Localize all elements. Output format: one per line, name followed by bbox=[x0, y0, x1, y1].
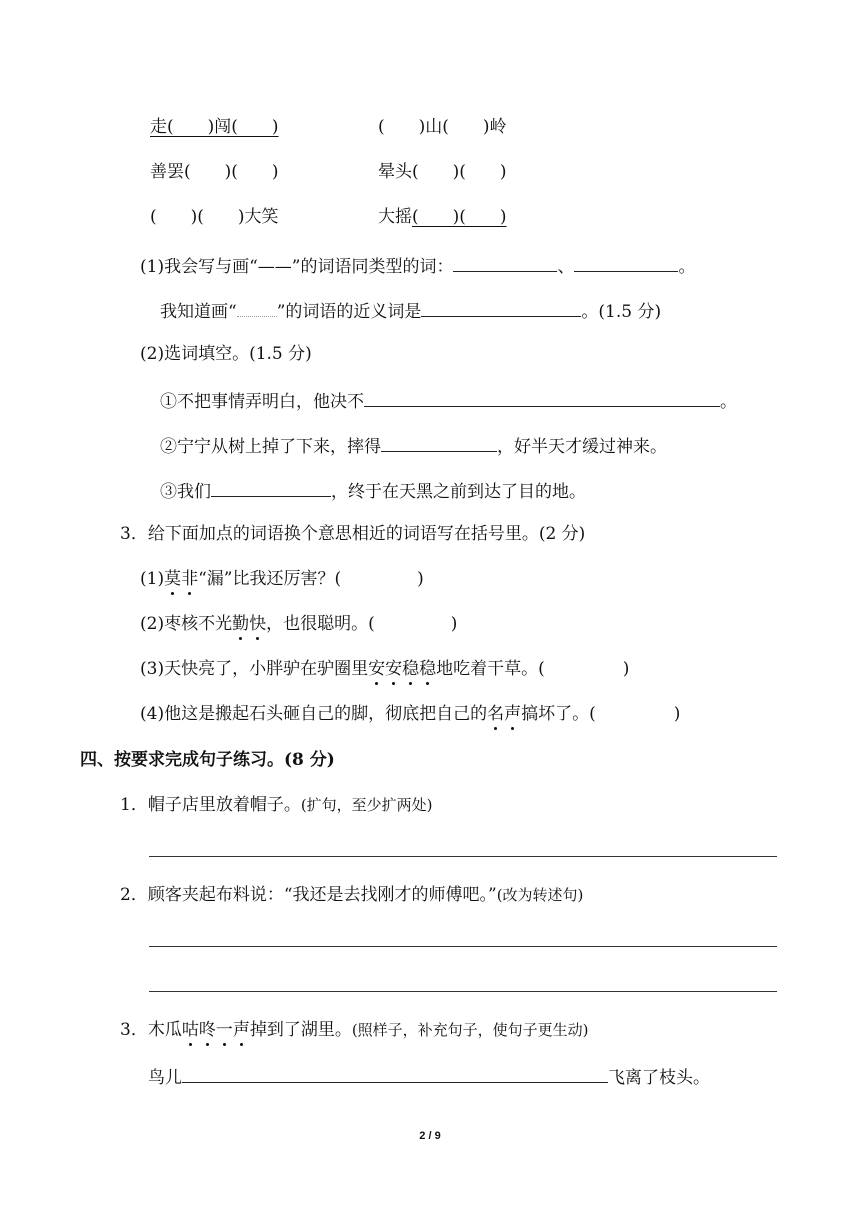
sec3-item-3 bbox=[140, 658, 629, 680]
answer-line[interactable] bbox=[149, 856, 777, 857]
idiom-shan-ba: 善罢( )( ) bbox=[150, 162, 279, 182]
dotted-char: 咕 bbox=[181, 1020, 199, 1040]
sec3-i2-text-b: ，也很聪明。( bbox=[266, 614, 375, 634]
idiom-zou-chuang: 走( )闯( ) bbox=[150, 117, 279, 137]
sec4-q1-note: (扩句，至少扩两处) bbox=[300, 796, 433, 814]
sec3-i4-close: ) bbox=[673, 704, 681, 724]
dotted-char: 快 bbox=[249, 614, 267, 634]
dotted-char: 稳 bbox=[402, 659, 420, 679]
sec4-q3-answer-prefix: 鸟儿 bbox=[148, 1068, 182, 1088]
dotted-char: 安 bbox=[385, 659, 403, 679]
sec3-i1-close: ) bbox=[417, 569, 424, 589]
sec4-q3-answer-end: 飞离了枝头。 bbox=[608, 1068, 710, 1088]
q1-line2-end: 。(1.5 分) bbox=[581, 302, 662, 322]
sec3-item-2 bbox=[140, 613, 457, 635]
q1-line1 bbox=[140, 253, 695, 278]
dotted-char: 名 bbox=[487, 704, 505, 724]
q2-s1-end: 。 bbox=[720, 392, 737, 412]
sec4-q3-text-a: 3．木瓜 bbox=[120, 1020, 182, 1040]
dotted-char: 非 bbox=[181, 569, 199, 589]
sec3-item-1 bbox=[140, 568, 424, 590]
idiom-da-yao-blanks: ( )( ) bbox=[412, 207, 507, 227]
dotted-char: 安 bbox=[368, 659, 386, 679]
q2-s1-text: ①不把事情弄明白，他决不 bbox=[160, 392, 364, 412]
section4-title: 四、按要求完成句子练习。(8 分) bbox=[80, 750, 335, 770]
q1-line1-end: 。 bbox=[678, 257, 696, 277]
dotted-char: 一 bbox=[215, 1020, 233, 1040]
q2-blank-3[interactable] bbox=[211, 478, 331, 497]
sec3-i3-text-b: 地吃着干草。( bbox=[436, 659, 545, 679]
sec4-q3-blank[interactable] bbox=[182, 1064, 608, 1083]
wavy-underline-mark bbox=[237, 302, 277, 317]
q2-sentence-1 bbox=[160, 388, 737, 413]
idiom-shan-ling: ( )山( )岭 bbox=[378, 117, 507, 137]
answer-line[interactable] bbox=[149, 991, 777, 992]
sec4-q3-answer bbox=[148, 1064, 710, 1089]
sec3-heading: 3．给下面加点的词语换个意思相近的词语写在括号里。(2 分) bbox=[120, 524, 586, 544]
q2-s2-text: ②宁宁从树上掉了下来，摔得 bbox=[160, 437, 381, 457]
q2-s3-text: ③我们 bbox=[160, 482, 211, 502]
sec4-q3 bbox=[120, 1019, 589, 1041]
sec3-i1-num: (1) bbox=[140, 569, 165, 589]
sec4-q3-note: (照样子，补充句子，使句子更生动) bbox=[351, 1021, 589, 1039]
q1-line1-sep: 、 bbox=[557, 257, 575, 277]
dotted-char: 勤 bbox=[232, 614, 250, 634]
idiom-da-xiao: ( )( )大笑 bbox=[150, 207, 279, 227]
sec3-i2-close: ) bbox=[450, 614, 458, 634]
sec3-i3-text-a: (3)天快亮了，小胖驴在驴圈里 bbox=[140, 659, 369, 679]
sec3-i4-text-b: 搞坏了。( bbox=[521, 704, 596, 724]
q1-blank-1[interactable] bbox=[453, 253, 557, 272]
answer-line[interactable] bbox=[149, 946, 777, 947]
dotted-char: 声 bbox=[232, 1020, 250, 1040]
idiom-da-yao bbox=[378, 206, 507, 228]
sec3-i1-text: “漏”比我还厉害？( bbox=[198, 569, 342, 589]
q1-blank-2[interactable] bbox=[574, 253, 678, 272]
sec4-q2 bbox=[120, 884, 583, 906]
q1-line2-text-a: 我知道画“ bbox=[160, 302, 237, 322]
dotted-char: 稳 bbox=[419, 659, 437, 679]
sec3-item-4 bbox=[140, 703, 680, 725]
dotted-char: 咚 bbox=[198, 1020, 216, 1040]
idiom-yun-tou: 晕头( )( ) bbox=[378, 162, 507, 182]
sec3-i4-text-a: (4)他这是搬起石头砸自己的脚，彻底把自己的 bbox=[140, 704, 488, 724]
page-number: 2 / 9 bbox=[419, 1130, 441, 1142]
sec3-i3-close: ) bbox=[622, 659, 630, 679]
q2-blank-2[interactable] bbox=[381, 433, 497, 452]
sec4-q1 bbox=[120, 794, 433, 816]
idiom-da-yao-prefix: 大摇 bbox=[378, 207, 412, 227]
q1-line2 bbox=[160, 298, 661, 323]
q2-heading: (2)选词填空。(1.5 分) bbox=[140, 344, 312, 364]
dotted-char: 声 bbox=[504, 704, 522, 724]
q2-blank-1[interactable] bbox=[364, 388, 720, 407]
q1-line1-text: (1)我会写与画“——”的词语同类型的词： bbox=[140, 257, 454, 277]
sec4-q2-note: (改为转述句) bbox=[496, 886, 584, 904]
q2-s3-end: ，终于在天黑之前到达了目的地。 bbox=[331, 482, 586, 502]
q2-sentence-2 bbox=[160, 433, 667, 458]
sec4-q2-text: 2．顾客夹起布料说：“我还是去找刚才的师傅吧。” bbox=[120, 885, 497, 905]
sec4-q1-text: 1．帽子店里放着帽子。 bbox=[120, 795, 301, 815]
sec4-q3-text-b: 掉到了湖里。 bbox=[249, 1020, 352, 1040]
q1-blank-3[interactable] bbox=[421, 298, 581, 317]
dotted-char: 莫 bbox=[164, 569, 182, 589]
q2-sentence-3 bbox=[160, 478, 586, 503]
sec3-i2-text-a: (2)枣核不光 bbox=[140, 614, 233, 634]
q2-s2-end: ，好半天才缓过神来。 bbox=[497, 437, 667, 457]
q1-line2-text-b: ”的词语的近义词是 bbox=[276, 302, 422, 322]
